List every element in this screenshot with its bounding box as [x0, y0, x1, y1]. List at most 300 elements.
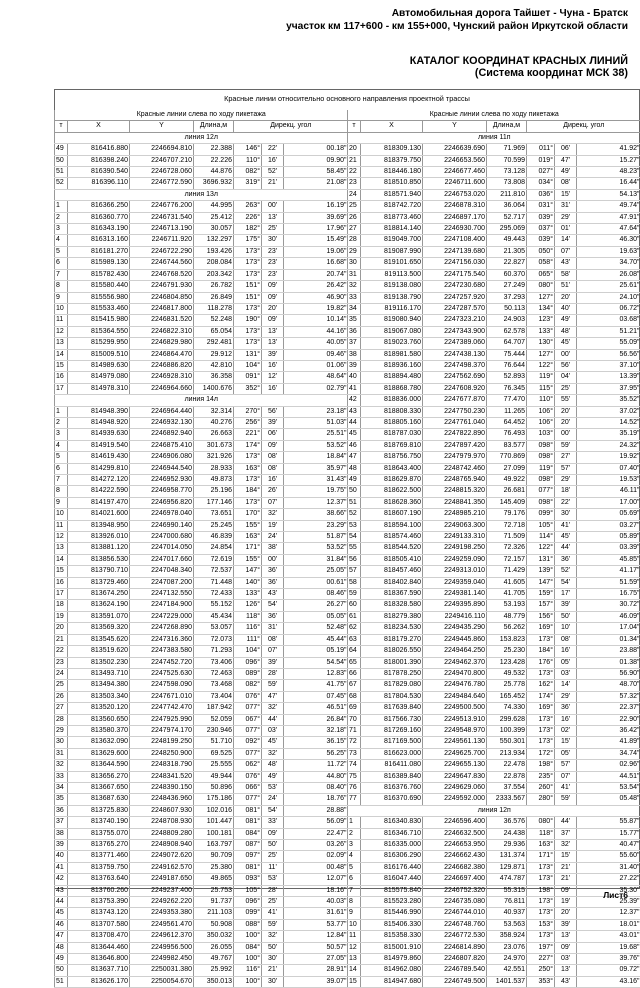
point-number: 7 — [55, 475, 68, 486]
angle-minutes: 22' — [262, 144, 284, 155]
x-coordinate: 818328.580 — [361, 600, 423, 611]
table-row — [55, 691, 348, 702]
angle-minutes: 39' — [262, 349, 284, 360]
x-coordinate: 816398.240 — [68, 155, 130, 166]
angle-seconds: 46.11" — [577, 486, 640, 497]
table-row — [55, 771, 348, 782]
segment-length: 25.245 — [194, 520, 234, 531]
y-coordinate: 2247184.900 — [130, 600, 194, 611]
y-coordinate: 2247268.890 — [130, 623, 194, 634]
table-row — [348, 885, 640, 896]
x-coordinate: 818379.750 — [361, 155, 423, 166]
subheader-cell: Красные линии слева по ходу пикетажа — [348, 110, 640, 121]
y-coordinate: 2246682.380 — [423, 862, 487, 873]
y-coordinate: 2249625.700 — [423, 748, 487, 759]
angle-minutes: 09' — [262, 315, 284, 326]
y-coordinate: 2247087.200 — [130, 577, 194, 588]
angle-seconds: 22.47" — [284, 828, 348, 839]
angle-seconds: 51.21" — [577, 326, 640, 337]
table-row — [348, 874, 640, 885]
angle-minutes: 37' — [555, 828, 577, 839]
angle-seconds: 01.06" — [284, 360, 348, 371]
angle-seconds: 45.44" — [284, 634, 348, 645]
segment-length: 40.937 — [487, 908, 527, 919]
x-coordinate: 813629.600 — [68, 748, 130, 759]
point-number: 24 — [348, 189, 361, 200]
segment-length: 118.278 — [194, 303, 234, 314]
angle-seconds: 48.23" — [577, 167, 640, 178]
table-row — [55, 646, 348, 657]
segment-length: 76.644 — [487, 360, 527, 371]
angle-degrees: 106° — [527, 406, 555, 417]
y-coordinate: 2246731.540 — [130, 212, 194, 223]
segment-length: 24.970 — [487, 954, 527, 965]
angle-degrees: 134° — [527, 303, 555, 314]
angle-minutes: 52' — [262, 167, 284, 178]
angle-degrees: 104° — [234, 646, 262, 657]
x-coordinate: 814947.680 — [361, 976, 423, 987]
point-number: 1 — [348, 817, 361, 828]
table-row — [348, 532, 640, 543]
angle-degrees: 221° — [234, 429, 262, 440]
segment-length: 53.193 — [487, 600, 527, 611]
point-number: 23 — [348, 178, 361, 189]
angle-minutes: 59' — [262, 919, 284, 930]
table-row — [55, 475, 348, 486]
x-coordinate: 816366.250 — [68, 201, 130, 212]
x-coordinate: 814962.080 — [361, 965, 423, 976]
y-coordinate: 2246807.820 — [423, 954, 487, 965]
point-number: 49 — [348, 475, 361, 486]
angle-minutes: 26' — [262, 486, 284, 497]
y-coordinate: 2249395.890 — [423, 600, 487, 611]
point-number: 70 — [348, 714, 361, 725]
angle-seconds: 57.32" — [577, 691, 640, 702]
table-row — [55, 155, 348, 166]
x-coordinate: 815575.840 — [361, 885, 423, 896]
angle-seconds: 49.74" — [577, 201, 640, 212]
y-coordinate: 2246749.500 — [423, 976, 487, 987]
segment-length: 44.995 — [194, 201, 234, 212]
table-row — [55, 748, 348, 759]
point-number: 58 — [348, 577, 361, 588]
table-row — [55, 532, 348, 543]
table-row — [55, 497, 348, 508]
segment-length: 350.013 — [194, 976, 234, 987]
point-number: 43 — [55, 885, 68, 896]
point-number: 38 — [55, 828, 68, 839]
x-coordinate: 818574.460 — [361, 532, 423, 543]
y-coordinate: 2246735.080 — [423, 897, 487, 908]
angle-seconds: 03.26" — [284, 840, 348, 851]
segment-length: 75.444 — [487, 349, 527, 360]
table-row — [55, 566, 348, 577]
angle-seconds: 24.10" — [577, 292, 640, 303]
angle-seconds: 40.03" — [284, 897, 348, 908]
angle-seconds: 19.75" — [284, 486, 348, 497]
angle-degrees: 280° — [527, 794, 555, 805]
table-row — [55, 338, 348, 349]
table-row — [55, 178, 348, 189]
angle-degrees: 110° — [527, 395, 555, 406]
angle-seconds: 48.64" — [284, 372, 348, 383]
table-row — [348, 657, 640, 668]
angle-minutes: 50' — [262, 942, 284, 953]
y-coordinate: 2249435.290 — [423, 623, 487, 634]
table-row — [55, 760, 348, 771]
point-number: 22 — [55, 646, 68, 657]
angle-seconds: 25.61" — [577, 281, 640, 292]
segment-length: 76.345 — [487, 383, 527, 394]
y-coordinate: 2246814.890 — [423, 942, 487, 953]
y-coordinate: 2246944.540 — [130, 463, 194, 474]
table-row — [55, 600, 348, 611]
angle-seconds: 44.51" — [577, 771, 640, 782]
angle-seconds: 17.00" — [577, 497, 640, 508]
angle-minutes: 56' — [555, 360, 577, 371]
x-coordinate: 813519.620 — [68, 646, 130, 657]
y-coordinate: 2249647.830 — [423, 771, 487, 782]
y-coordinate: 2247048.340 — [130, 566, 194, 577]
segment-length: 72.718 — [487, 520, 527, 531]
table-row — [348, 201, 640, 212]
segment-length: 76.811 — [487, 897, 527, 908]
x-coordinate: 819116.170 — [361, 303, 423, 314]
segment-length: 91.737 — [194, 897, 234, 908]
angle-minutes: 44' — [555, 543, 577, 554]
angle-minutes: 50' — [262, 840, 284, 851]
angle-seconds: 12.07" — [284, 874, 348, 885]
sheet-number: Лист6 — [603, 890, 628, 900]
angle-minutes: 39' — [262, 417, 284, 428]
angle-seconds: 00.48" — [284, 862, 348, 873]
table-row — [348, 817, 640, 828]
y-coordinate: 2247108.400 — [423, 235, 487, 246]
table-row — [55, 885, 348, 896]
y-coordinate: 2247498.370 — [423, 360, 487, 371]
x-coordinate: 818234.530 — [361, 623, 423, 634]
point-number: 26 — [55, 691, 68, 702]
table-row — [55, 258, 348, 269]
x-coordinate: 813644.460 — [68, 942, 130, 953]
point-number: 14 — [55, 554, 68, 565]
table-row — [348, 258, 640, 269]
angle-seconds: 51.87" — [284, 532, 348, 543]
table-row — [348, 303, 640, 314]
table-row — [348, 577, 640, 588]
x-coordinate: 817639.840 — [361, 703, 423, 714]
angle-degrees: 163° — [234, 463, 262, 474]
point-number: 11 — [55, 520, 68, 531]
y-coordinate: 2248815.320 — [423, 486, 487, 497]
angle-seconds: 18.16" — [284, 885, 348, 896]
x-coordinate: 814948.390 — [68, 406, 130, 417]
table-row — [55, 326, 348, 337]
table-row — [348, 235, 640, 246]
angle-degrees: 122° — [527, 360, 555, 371]
table-row — [55, 543, 348, 554]
x-coordinate: 818894.480 — [361, 372, 423, 383]
angle-degrees: 198° — [527, 760, 555, 771]
angle-seconds: 11.72" — [284, 760, 348, 771]
angle-degrees: 077° — [234, 748, 262, 759]
segment-length: 49.767 — [194, 954, 234, 965]
segment-length: 60.370 — [487, 269, 527, 280]
angle-minutes: 36' — [262, 577, 284, 588]
segment-length: 71.509 — [487, 532, 527, 543]
point-number: 41 — [55, 862, 68, 873]
angle-minutes: 27' — [555, 452, 577, 463]
angle-degrees: 062° — [234, 760, 262, 771]
point-number: 1 — [55, 201, 68, 212]
angle-minutes: 29' — [555, 212, 577, 223]
angle-degrees: 319° — [234, 178, 262, 189]
angle-minutes: 49' — [555, 167, 577, 178]
angle-minutes: 30' — [262, 976, 284, 987]
table-row — [55, 509, 348, 520]
angle-minutes: 53' — [262, 782, 284, 793]
point-number: 24 — [55, 668, 68, 679]
x-coordinate: 818594.100 — [361, 520, 423, 531]
angle-minutes: 38' — [262, 543, 284, 554]
angle-seconds: 02.09" — [284, 851, 348, 862]
angle-seconds: 25.05" — [284, 566, 348, 577]
table-row — [55, 782, 348, 793]
angle-seconds: 05.05" — [284, 611, 348, 622]
segment-length: 2333.567 — [487, 794, 527, 805]
angle-minutes: 25' — [262, 897, 284, 908]
angle-minutes: 48' — [262, 760, 284, 771]
angle-minutes: 11' — [262, 862, 284, 873]
angle-degrees: 116° — [234, 965, 262, 976]
segment-length: 30.057 — [194, 224, 234, 235]
angle-degrees: 131° — [234, 349, 262, 360]
segment-length: 90.709 — [194, 851, 234, 862]
angle-degrees: 106° — [527, 417, 555, 428]
segment-length: 46.839 — [194, 532, 234, 543]
table-row — [348, 189, 640, 200]
segment-length: 71.969 — [487, 144, 527, 155]
point-number: 62 — [348, 623, 361, 634]
point-number: 54 — [348, 532, 361, 543]
x-coordinate: 815415.980 — [68, 315, 130, 326]
segment-length: 350.032 — [194, 931, 234, 942]
segment-length: 40.276 — [194, 417, 234, 428]
table-row — [55, 486, 348, 497]
table-row — [55, 954, 348, 965]
table-row — [55, 201, 348, 212]
x-coordinate: 819138.080 — [361, 281, 423, 292]
angle-seconds: 56.90" — [577, 668, 640, 679]
angle-seconds: 52.48" — [284, 623, 348, 634]
segment-length: 21.305 — [487, 246, 527, 257]
table-row — [55, 212, 348, 223]
point-number: 52 — [55, 178, 68, 189]
segment-length: 22.827 — [487, 258, 527, 269]
table-row — [348, 144, 640, 155]
angle-minutes: 47' — [555, 155, 577, 166]
segment-length: 79.176 — [487, 509, 527, 520]
table-row — [348, 212, 640, 223]
angle-degrees: 182° — [234, 224, 262, 235]
y-coordinate: 2247742.470 — [130, 703, 194, 714]
segment-length: 72.073 — [194, 634, 234, 645]
segment-length: 26.055 — [194, 942, 234, 953]
segment-length: 175.186 — [194, 794, 234, 805]
y-coordinate: 2249063.300 — [423, 520, 487, 531]
table-row — [348, 452, 640, 463]
table-row — [55, 908, 348, 919]
column-header: Y — [423, 121, 487, 132]
segment-length: 55.152 — [194, 600, 234, 611]
table-row — [55, 737, 348, 748]
angle-degrees: 173° — [234, 258, 262, 269]
segment-length: 770.869 — [487, 452, 527, 463]
x-coordinate: 813948.950 — [68, 520, 130, 531]
angle-minutes: 24' — [262, 794, 284, 805]
point-number: 14 — [55, 349, 68, 360]
angle-degrees: 175° — [234, 235, 262, 246]
angle-minutes: 36' — [555, 554, 577, 565]
y-coordinate: 2249259.090 — [423, 554, 487, 565]
angle-degrees: 169° — [527, 623, 555, 634]
point-number: 25 — [55, 680, 68, 691]
angle-seconds: 16.75" — [577, 589, 640, 600]
table-row — [55, 942, 348, 953]
angle-degrees: 174° — [234, 440, 262, 451]
angle-minutes: 28' — [262, 885, 284, 896]
y-coordinate: 2249500.500 — [423, 703, 487, 714]
angle-minutes: 50' — [555, 611, 577, 622]
segment-length: 100.181 — [194, 828, 234, 839]
segment-length: 26.849 — [194, 292, 234, 303]
x-coordinate: 816623.000 — [361, 748, 423, 759]
y-coordinate: 2246892.940 — [130, 429, 194, 440]
point-number: 15 — [55, 360, 68, 371]
angle-degrees: 133° — [527, 326, 555, 337]
angle-seconds: 22.90" — [577, 714, 640, 725]
angle-seconds: 56.25" — [284, 748, 348, 759]
x-coordinate: 814272.120 — [68, 475, 130, 486]
section-row — [348, 805, 640, 816]
column-header: Длина,м — [487, 121, 527, 132]
angle-seconds: 30.72" — [577, 600, 640, 611]
angle-degrees: 122° — [527, 543, 555, 554]
table-row — [55, 714, 348, 725]
angle-minutes: 32' — [555, 840, 577, 851]
y-coordinate: 2248765.940 — [423, 475, 487, 486]
point-number: 42 — [55, 874, 68, 885]
point-number: 42 — [348, 395, 361, 406]
segment-length: 26.663 — [194, 429, 234, 440]
segment-length: 131.374 — [487, 851, 527, 862]
point-number: 11 — [348, 931, 361, 942]
segment-length: 49.922 — [487, 475, 527, 486]
x-coordinate: 813707.580 — [68, 919, 130, 930]
table-row — [55, 611, 348, 622]
segment-length: 73.128 — [487, 167, 527, 178]
segment-length: 208.084 — [194, 258, 234, 269]
x-coordinate: 819087.990 — [361, 246, 423, 257]
point-number: 49 — [55, 144, 68, 155]
point-number: 2 — [55, 212, 68, 223]
table-row — [348, 292, 640, 303]
angle-degrees: 077° — [234, 794, 262, 805]
x-coordinate: 819113.500 — [361, 269, 423, 280]
angle-degrees: 103° — [527, 429, 555, 440]
x-coordinate: 818279.380 — [361, 611, 423, 622]
y-coordinate: 2247139.680 — [423, 246, 487, 257]
angle-degrees: 235° — [527, 771, 555, 782]
x-coordinate: 816181.270 — [68, 246, 130, 257]
angle-seconds: 07.45" — [284, 691, 348, 702]
angle-seconds: 21.08" — [284, 178, 348, 189]
angle-degrees: 097° — [234, 851, 262, 862]
angle-degrees: 173° — [234, 497, 262, 508]
angle-degrees: 098° — [527, 497, 555, 508]
segment-length: 358.924 — [487, 931, 527, 942]
segment-length: 62.578 — [487, 326, 527, 337]
y-coordinate: 2246930.700 — [423, 224, 487, 235]
angle-minutes: 05' — [555, 748, 577, 759]
angle-degrees: 133° — [234, 589, 262, 600]
angle-degrees: 197° — [527, 942, 555, 953]
angle-minutes: 03' — [262, 725, 284, 736]
point-number: 13 — [348, 954, 361, 965]
angle-seconds: 02.96" — [577, 760, 640, 771]
segment-length: 36.358 — [194, 372, 234, 383]
y-coordinate: 2247979.970 — [423, 452, 487, 463]
point-number: 28 — [348, 235, 361, 246]
angle-degrees: 270° — [234, 406, 262, 417]
table-row — [348, 680, 640, 691]
point-number: 41 — [348, 383, 361, 394]
angle-minutes: 49' — [555, 315, 577, 326]
segment-length: 187.942 — [194, 703, 234, 714]
angle-minutes: 12' — [262, 372, 284, 383]
x-coordinate: 813790.710 — [68, 566, 130, 577]
angle-seconds: 58.45" — [284, 167, 348, 178]
y-coordinate: 2249629.060 — [423, 782, 487, 793]
y-coordinate: 2247156.030 — [423, 258, 487, 269]
point-number: 10 — [348, 919, 361, 930]
segment-length: 132.297 — [194, 235, 234, 246]
y-coordinate: 2249470.800 — [423, 668, 487, 679]
y-coordinate: 2248318.790 — [130, 760, 194, 771]
table-row — [55, 235, 348, 246]
y-coordinate: 2249592.000 — [423, 794, 487, 805]
angle-seconds: 28.91" — [284, 965, 348, 976]
angle-minutes: 08' — [262, 452, 284, 463]
angle-seconds: 53.52" — [284, 440, 348, 451]
angle-seconds: 01.34" — [577, 634, 640, 645]
x-coordinate: 814989.630 — [68, 360, 130, 371]
point-number: 68 — [348, 691, 361, 702]
angle-seconds: 27.22" — [577, 874, 640, 885]
point-number: 13 — [55, 543, 68, 554]
angle-degrees: 173° — [527, 862, 555, 873]
point-number: 47 — [55, 931, 68, 942]
y-coordinate: 2247229.000 — [130, 611, 194, 622]
x-coordinate: 813626.170 — [68, 976, 130, 987]
angle-degrees: 172° — [527, 748, 555, 759]
x-coordinate: 816370.690 — [361, 794, 423, 805]
x-coordinate: 818643.400 — [361, 463, 423, 474]
y-coordinate: 2246875.410 — [130, 440, 194, 451]
angle-minutes: 51' — [555, 281, 577, 292]
x-coordinate: 819067.080 — [361, 326, 423, 337]
x-coordinate: 818742.720 — [361, 201, 423, 212]
